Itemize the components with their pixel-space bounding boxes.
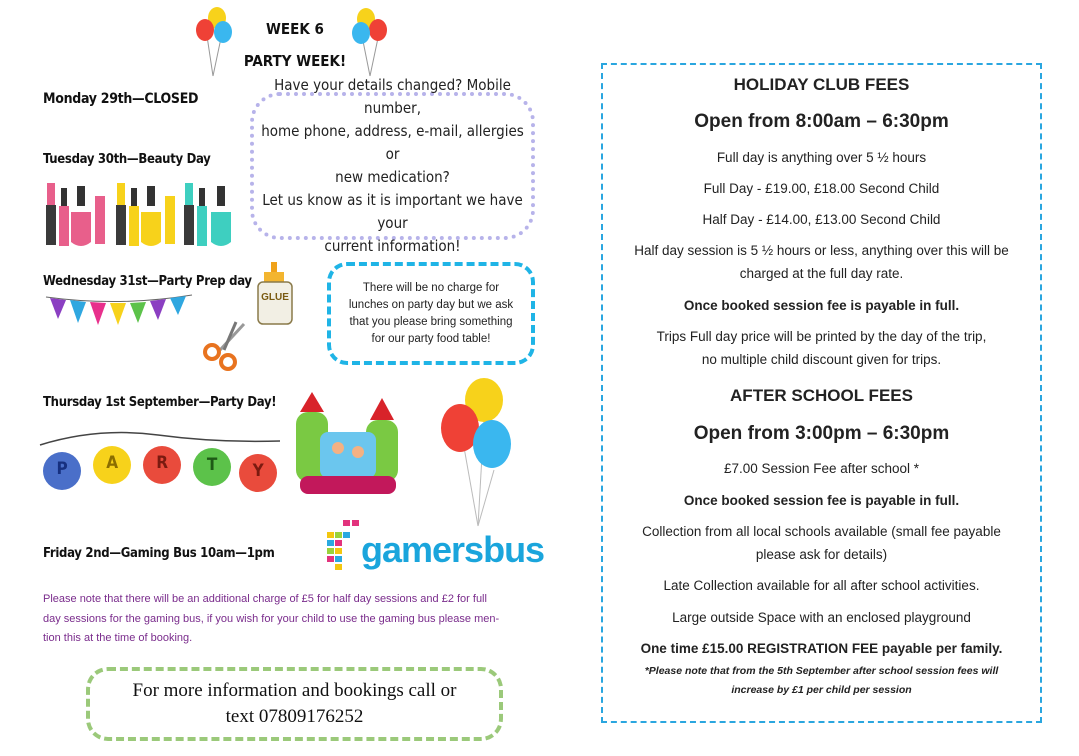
- day-tuesday: Tuesday 30th—Beauty Day: [43, 152, 211, 167]
- half-day-price: Half Day - £14.00, £13.00 Second Child: [702, 212, 941, 227]
- glue-bottle-icon: [252, 260, 298, 328]
- bouncy-castle-illustration: [282, 390, 407, 498]
- full-day-price: Full Day - £19.00, £18.00 Second Child: [703, 181, 940, 196]
- lantern-letter: P: [56, 459, 68, 479]
- holiday-booked-note: Once booked session fee is payable in full.: [683, 298, 960, 313]
- half-day-rule: Half day session is 5 ½ hours or less, anything over this will be: [634, 243, 1009, 258]
- after-school-session-fee: £7.00 Session Fee after school *: [723, 461, 920, 476]
- lunch-line: lunches on party day but we ask: [348, 298, 514, 311]
- gamersbus-wordmark: gamersbus: [361, 529, 545, 570]
- party-lanterns-illustration: [38, 425, 283, 500]
- lunch-line: that you please bring something: [349, 315, 513, 328]
- day-friday: Friday 2nd—Gaming Bus 10am—1pm: [43, 546, 275, 561]
- half-day-rule: charged at the full day rate.: [739, 266, 904, 281]
- lunch-line: for our party food table!: [371, 332, 491, 345]
- bunting-icon: [44, 293, 194, 333]
- contact-box: [86, 667, 503, 741]
- lantern-letter: T: [206, 455, 218, 475]
- lunch-line: There will be no charge for: [362, 281, 500, 294]
- details-line: home phone, address, e-mail, allergies or: [261, 122, 524, 163]
- lantern-letter: R: [156, 453, 168, 473]
- registration-fee: One time £15.00 REGISTRATION FEE payable per family.: [640, 641, 1003, 656]
- after-school-title: AFTER SCHOOL FEES: [730, 386, 913, 405]
- gaming-bus-note: [43, 590, 548, 649]
- gamersbus-logo: [325, 518, 545, 578]
- late-collection-note: Late Collection available for all after school activities.: [663, 578, 980, 593]
- holiday-club-title: HOLIDAY CLUB FEES: [733, 75, 910, 94]
- note-line: Please note that there will be an additional charge of £5 for half day sessions and £2 for full: [43, 593, 487, 605]
- makeup-illustration: [43, 178, 243, 250]
- day-thursday: Thursday 1st September—Party Day!: [43, 395, 277, 410]
- details-line: new medication?: [335, 168, 450, 186]
- note-line: tion this at the time of booking.: [43, 632, 193, 644]
- details-line: Let us know as it is important we have your: [262, 191, 523, 232]
- week-label: WEEK 6: [266, 20, 324, 38]
- balloons-left-icon: [193, 6, 238, 78]
- trips-note: Trips Full day price will be printed by the day of the trip,: [656, 329, 987, 344]
- holiday-club-hours: Open from 8:00am – 6:30pm: [694, 111, 949, 132]
- outside-space-note: Large outside Space with an enclosed playground: [672, 610, 971, 625]
- fees-panel: [601, 63, 1042, 723]
- contact-line: For more information and bookings call or: [132, 680, 457, 701]
- fee-increase-note: *Please note that from the 5th September after school session fees will: [644, 665, 999, 677]
- day-monday: Monday 29th—CLOSED: [43, 91, 199, 107]
- contact-phone: text 07809176252: [225, 706, 364, 727]
- scissors-icon: [200, 320, 248, 372]
- fee-increase-note: increase by £1 per child per session: [731, 684, 912, 696]
- balloons-bunch-icon: [438, 378, 514, 528]
- trips-note: no multiple child discount given for trips.: [701, 352, 942, 367]
- collection-note: Collection from all local schools available (small fee payable: [642, 524, 1001, 539]
- details-line: current information!: [324, 237, 461, 255]
- lantern-letter: A: [106, 453, 118, 473]
- lantern-letter: Y: [252, 461, 264, 481]
- note-line: day sessions for the gaming bus, if you wish for your child to use the gaming bus please men-: [43, 612, 500, 625]
- after-school-hours: Open from 3:00pm – 6:30pm: [693, 423, 950, 444]
- day-wednesday: Wednesday 31st—Party Prep day: [43, 274, 252, 289]
- details-line: Have your details changed? Mobile number,: [274, 76, 511, 117]
- details-changed-box: [250, 76, 535, 255]
- balloons-right-icon: [348, 6, 393, 78]
- collection-note: please ask for details): [755, 547, 888, 562]
- full-day-definition: Full day is anything over 5 ½ hours: [716, 150, 927, 165]
- party-week-title: PARTY WEEK!: [243, 52, 347, 70]
- glue-label: GLUE: [261, 292, 289, 303]
- after-school-booked-note: Once booked session fee is payable in full.: [683, 493, 960, 508]
- lunch-notice-box: [327, 262, 535, 365]
